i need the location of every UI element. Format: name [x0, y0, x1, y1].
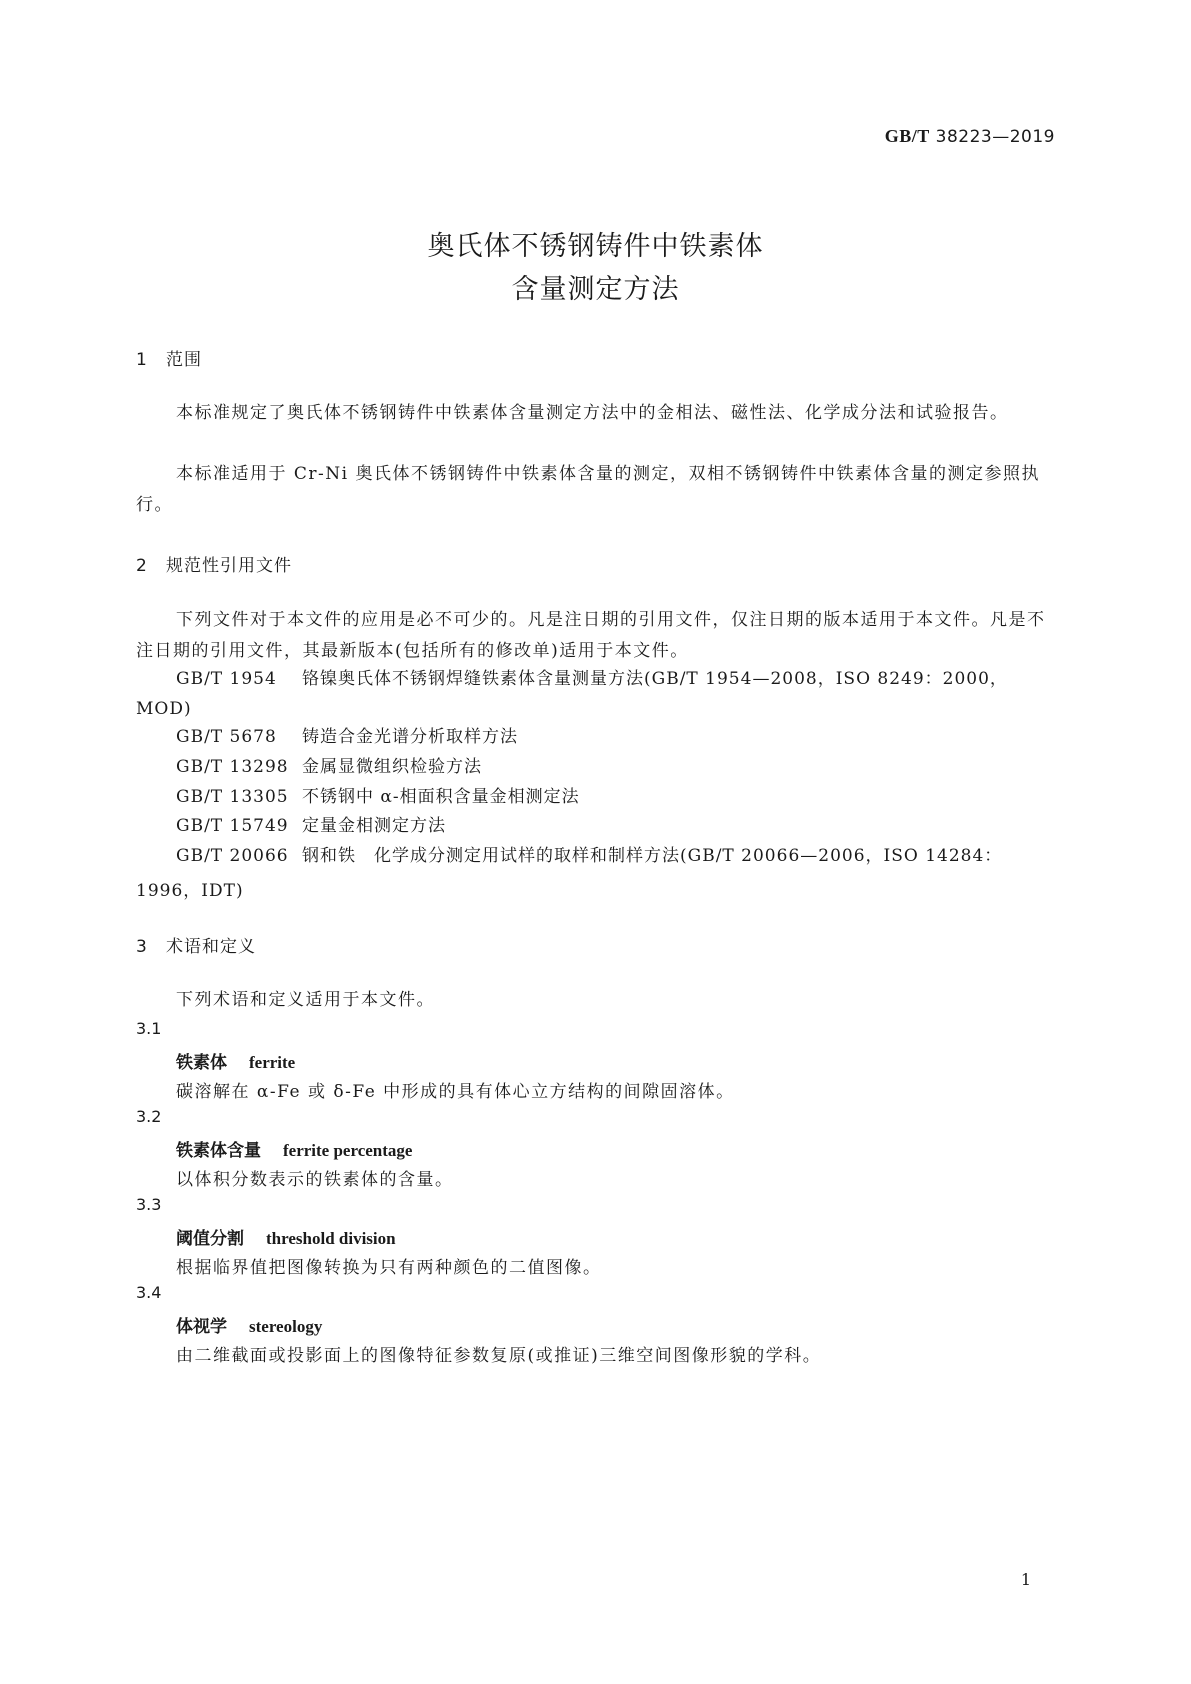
- term-number: 3.4: [136, 1283, 162, 1302]
- term-zh: 铁素体含量: [176, 1141, 261, 1161]
- reference-item: [176, 664, 1008, 695]
- term-name: [176, 1312, 322, 1337]
- term-definition: 由二维截面或投影面上的图像特征参数复原(或推证)三维空间图像形貌的学科。: [176, 1346, 822, 1366]
- reference-item: [176, 752, 482, 783]
- section-1-heading: [136, 345, 202, 370]
- reference-title: 铸造合金光谱分析取样方法: [302, 727, 518, 747]
- reference-item: [176, 841, 1002, 872]
- reference-code: GB/T 13298: [176, 757, 289, 777]
- term-definition: 以体积分数表示的铁素体的含量。: [176, 1170, 454, 1190]
- page-number: 1: [1020, 1570, 1031, 1589]
- section-title: 术语和定义: [166, 937, 256, 957]
- term-name: [176, 1048, 295, 1073]
- term-en: stereology: [249, 1317, 323, 1336]
- reference-title: 金属显微组织检验方法: [302, 757, 482, 777]
- scope-paragraph-1: 本标准规定了奥氏体不锈钢铸件中铁素体含量测定方法中的金相法、磁性法、化学成分法和试验报告。: [176, 403, 1009, 423]
- normative-references-intro: 下列文件对于本文件的应用是必不可少的。凡是注日期的引用文件，仅注日期的版本适用于本文件。凡是不注日期的引用文件，其最新版本(包括所有的修改单)适用于本文件。: [136, 610, 1046, 661]
- term-zh: 铁素体: [176, 1053, 227, 1073]
- section-title: 范围: [166, 350, 202, 370]
- term-en: ferrite: [249, 1053, 296, 1072]
- term-number: 3.3: [136, 1195, 162, 1214]
- term-zh: 阈值分割: [176, 1229, 244, 1249]
- section-2-heading: [136, 551, 292, 576]
- document-title-line2: 含量测定方法: [511, 274, 680, 305]
- reference-code: GB/T 20066: [176, 846, 289, 866]
- term-name: [176, 1224, 396, 1249]
- section-number: 3: [136, 937, 148, 957]
- term-en: threshold division: [266, 1229, 396, 1248]
- term-number: 3.2: [136, 1107, 162, 1126]
- reference-code: GB/T 13305: [176, 787, 289, 807]
- standard-code: [885, 126, 1055, 147]
- section-number: 1: [136, 350, 148, 370]
- reference-code: GB/T 1954: [176, 669, 277, 689]
- section-3-heading: [136, 932, 256, 957]
- reference-code: GB/T 15749: [176, 816, 289, 836]
- section-title: 规范性引用文件: [166, 556, 292, 576]
- term-definition: 根据临界值把图像转换为只有两种颜色的二值图像。: [176, 1258, 602, 1278]
- document-title-line1: 奥氏体不锈钢铸件中铁素体: [427, 231, 764, 262]
- standard-code-number: 38223—2019: [935, 127, 1055, 147]
- standard-code-prefix: GB/T: [884, 126, 930, 146]
- reference-code: GB/T 5678: [176, 727, 277, 747]
- term-number: 3.1: [136, 1019, 162, 1038]
- term-en: ferrite percentage: [283, 1141, 413, 1160]
- term-name: [176, 1136, 412, 1161]
- terms-intro: 下列术语和定义适用于本文件。: [176, 990, 435, 1010]
- reference-title: 铬镍奥氏体不锈钢焊缝铁素体含量测量方法(GB/T 1954—2008，ISO 8249：2000，: [302, 669, 1008, 689]
- reference-continuation: MOD): [136, 699, 192, 719]
- reference-item: [176, 782, 580, 813]
- scope-paragraph-2: 本标准适用于 Cr-Ni 奥氏体不锈钢铸件中铁素体含量的测定，双相不锈钢铸件中铁素体含量的测定参照执行。: [136, 464, 1040, 515]
- reference-item: [176, 811, 446, 842]
- section-number: 2: [136, 556, 148, 576]
- term-zh: 体视学: [176, 1317, 227, 1337]
- reference-item: [176, 722, 518, 753]
- reference-title: 钢和铁 化学成分测定用试样的取样和制样方法(GB/T 20066—2006，ISO 14284：: [302, 846, 1003, 866]
- reference-title: 定量金相测定方法: [302, 816, 446, 836]
- reference-continuation: 1996，IDT): [136, 881, 244, 901]
- reference-title: 不锈钢中 α-相面积含量金相测定法: [302, 787, 580, 807]
- term-definition: 碳溶解在 α-Fe 或 δ-Fe 中形成的具有体心立方结构的间隙固溶体。: [176, 1082, 735, 1102]
